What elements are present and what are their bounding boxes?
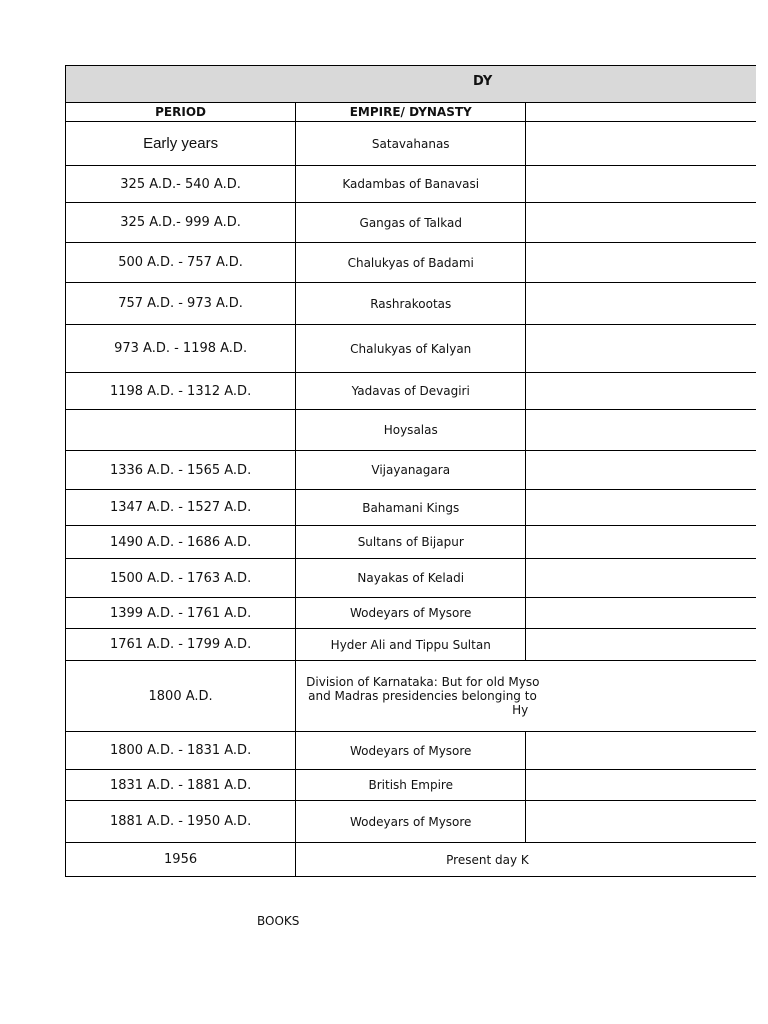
table-row — [66, 598, 757, 629]
extra-cell — [526, 203, 756, 243]
period-cell: 757 A.D. - 973 A.D. — [66, 283, 296, 325]
extra-cell — [526, 122, 756, 166]
empire-cell: Wodeyars of Mysore — [296, 801, 526, 843]
table-row — [66, 732, 757, 770]
period-cell: 1198 A.D. - 1312 A.D. — [66, 373, 296, 410]
period-cell: 325 A.D.- 540 A.D. — [66, 166, 296, 203]
period-cell — [66, 410, 296, 451]
period-cell: 1347 A.D. - 1527 A.D. — [66, 490, 296, 526]
period-cell: 1399 A.D. - 1761 A.D. — [66, 598, 296, 629]
period-cell: 1490 A.D. - 1686 A.D. — [66, 526, 296, 559]
extra-cell — [526, 283, 756, 325]
division-line: and Madras presidencies belonging to — [308, 689, 537, 703]
empire-cell: Wodeyars of Mysore — [296, 598, 526, 629]
period-cell: 1336 A.D. - 1565 A.D. — [66, 451, 296, 490]
table-row — [66, 490, 757, 526]
empire-cell: Hyder Ali and Tippu Sultan — [296, 629, 526, 661]
period-cell: 1800 A.D. - 1831 A.D. — [66, 732, 296, 770]
extra-cell — [526, 166, 756, 203]
period-cell: 1881 A.D. - 1950 A.D. — [66, 801, 296, 843]
table-title: DY — [473, 74, 493, 89]
dynasty-table-viewport — [65, 65, 540, 877]
empire-cell: Chalukyas of Badami — [296, 243, 526, 283]
extra-cell — [526, 325, 756, 373]
title-cell — [66, 66, 757, 103]
extra-cell — [526, 770, 756, 801]
empire-cell: Kadambas of Banavasi — [296, 166, 526, 203]
header-cell-3 — [526, 103, 756, 122]
empire-cell: Rashrakootas — [296, 283, 526, 325]
period-cell: 500 A.D. - 757 A.D. — [66, 243, 296, 283]
empire-cell: Wodeyars of Mysore — [296, 732, 526, 770]
period-cell: 1500 A.D. - 1763 A.D. — [66, 559, 296, 598]
table-row — [66, 843, 757, 877]
table-row — [66, 243, 757, 283]
header-row — [66, 103, 757, 122]
extra-cell — [526, 559, 756, 598]
division-line: Hy — [512, 703, 529, 717]
table-row — [66, 203, 757, 243]
empire-header: EMPIRE/ DYNASTY — [296, 103, 526, 122]
period-cell: 1800 A.D. — [66, 661, 296, 732]
period-cell: 1831 A.D. - 1881 A.D. — [66, 770, 296, 801]
period-cell: 1956 — [66, 843, 296, 877]
table-row — [66, 770, 757, 801]
extra-cell — [526, 410, 756, 451]
period-cell: 325 A.D.- 999 A.D. — [66, 203, 296, 243]
empire-cell: Chalukyas of Kalyan — [296, 325, 526, 373]
extra-cell — [526, 373, 756, 410]
extra-cell — [526, 732, 756, 770]
books-label: BOOKS — [257, 914, 300, 928]
empire-cell: Vijayanagara — [296, 451, 526, 490]
empire-cell: Bahamani Kings — [296, 490, 526, 526]
table-row — [66, 629, 757, 661]
division-cell — [296, 661, 756, 732]
empire-cell: Present day K — [296, 843, 756, 877]
table-row — [66, 451, 757, 490]
extra-cell — [526, 629, 756, 661]
table-row — [66, 526, 757, 559]
empire-cell: Gangas of Talkad — [296, 203, 526, 243]
empire-cell: Hoysalas — [296, 410, 526, 451]
empire-cell: Nayakas of Keladi — [296, 559, 526, 598]
period-header: PERIOD — [66, 103, 296, 122]
extra-cell — [526, 243, 756, 283]
table-row — [66, 166, 757, 203]
table-row — [66, 325, 757, 373]
period-cell: Early years — [66, 122, 296, 166]
empire-cell: British Empire — [296, 770, 526, 801]
empire-cell: Sultans of Bijapur — [296, 526, 526, 559]
division-line: Division of Karnataka: But for old Myso — [306, 675, 540, 689]
table-row — [66, 559, 757, 598]
extra-cell — [526, 451, 756, 490]
table-row — [66, 661, 757, 732]
table-row — [66, 373, 757, 410]
table-row — [66, 410, 757, 451]
table-row — [66, 801, 757, 843]
dynasty-table — [65, 65, 756, 877]
empire-cell: Yadavas of Devagiri — [296, 373, 526, 410]
period-cell: 1761 A.D. - 1799 A.D. — [66, 629, 296, 661]
empire-cell: Satavahanas — [296, 122, 526, 166]
extra-cell — [526, 598, 756, 629]
extra-cell — [526, 490, 756, 526]
table-row — [66, 283, 757, 325]
extra-cell — [526, 526, 756, 559]
extra-cell — [526, 801, 756, 843]
table-row — [66, 122, 757, 166]
period-cell: 973 A.D. - 1198 A.D. — [66, 325, 296, 373]
